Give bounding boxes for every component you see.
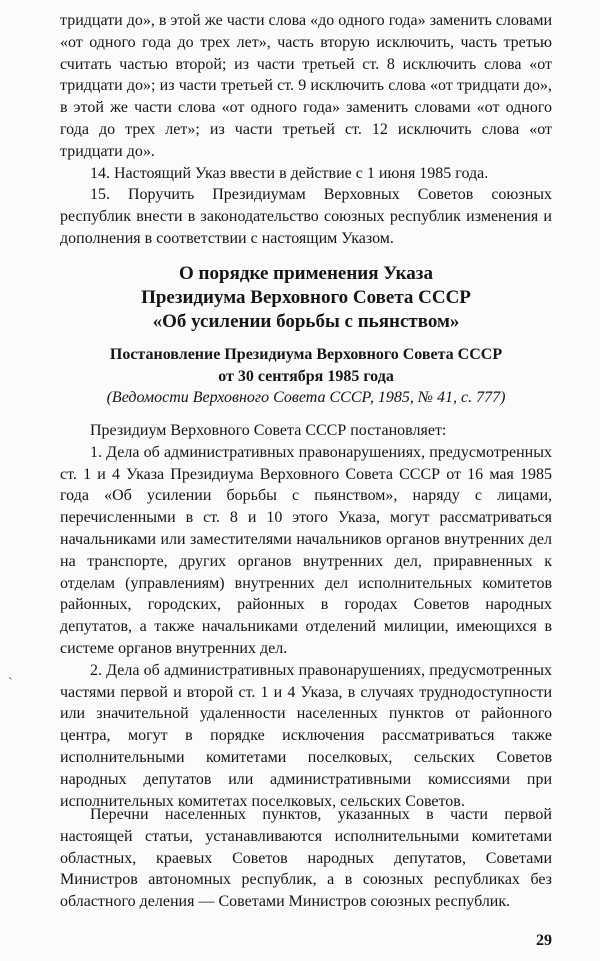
top-text-block	[60, 10, 552, 250]
continuation-paragraph: тридцати до», в этой же части слова «до одного года» заменить словами «от одного года до трех лет», часть вторую исключить, часть третью считать частью второй; из части третьей ст. 8 исключить слова «от тридцати до»; из части третьей ст. 9 исключить слова «от тридцати до», в этой же части слова «от одного года» заменить словами «от одного года до трех лет»; из части третьей ст. 12 исключить слова «от тридцати до».	[60, 12, 552, 160]
page-number: 29	[536, 932, 552, 949]
margin-mark-icon: `	[8, 676, 13, 691]
resolution-header	[60, 344, 552, 409]
paragraph-14: 14. Настоящий Указ ввести в действие с 1 июня 1985 года.	[90, 164, 489, 182]
resolution-date: от 30 сентября 1985 года	[218, 367, 394, 385]
title-line-1: О порядке применения Указа	[179, 263, 433, 284]
item-3-paragraph: Перечни населенных пунктов, указанных в части первой настоящей статьи, устанавливаются исполнительными комитетами областных, краевых Советов народных депутатов, Советами Министров автономных республик, а в союзных республиках без областного деления — Советами Министров союзных республик.	[60, 806, 552, 911]
item-2-paragraph: 2. Дела об административных правонарушениях, предусмотренных частями первой и второй ст. 1 и 4 Указа, в случаях труднодоступности или значительной удаленности населенных пунктов от районного центра, могут в порядке исключения рассматриваться также исполнительными комитетами поселковых, сельских Советов народных депутатов или административными комиссиями при исполнительных комитетах поселковых, сельских Советов.	[60, 661, 552, 810]
item-1-paragraph: 1. Дела об административных правонарушениях, предусмотренных ст. 1 и 4 Указа Президиума Верховного Совета СССР от 16 мая 1985 года «Об усилении борьбы с пьянством», наряду с лицами, перечисленными в ст. 8 и 10 этого Указа, могут рассматриваться начальниками или заместителями начальников органов внутренних дел на транспорте, других органов внутренних дел, приравненных к отделам (управлениям) внутренних дел исполнительных комитетов районных, городских, районных в городах Советов народных депутатов, а также начальниками отделений милиции, имеющихся в системе органов внутренних дел.	[60, 443, 552, 657]
source-citation: (Ведомости Верховного Совета СССР, 1985, № 41, с. 777)	[106, 389, 506, 406]
body-text-block-2	[60, 804, 552, 913]
title-line-2: Президиума Верховного Совета СССР	[141, 287, 471, 308]
paragraph-15: 15. Поручить Президиумам Верховных Советов союзных республик внести в законодательство союзных республик изменения и дополнения в соответствии с настоящим Указом.	[60, 186, 552, 247]
intro-paragraph: Президиум Верховного Совета СССР постановляет:	[90, 422, 447, 439]
body-text-block	[60, 420, 552, 812]
section-title	[60, 262, 552, 334]
resolution-name: Постановление Президиума Верховного Совета СССР	[109, 346, 503, 363]
title-line-3: «Об усилении борьбы с пьянством»	[152, 311, 460, 332]
